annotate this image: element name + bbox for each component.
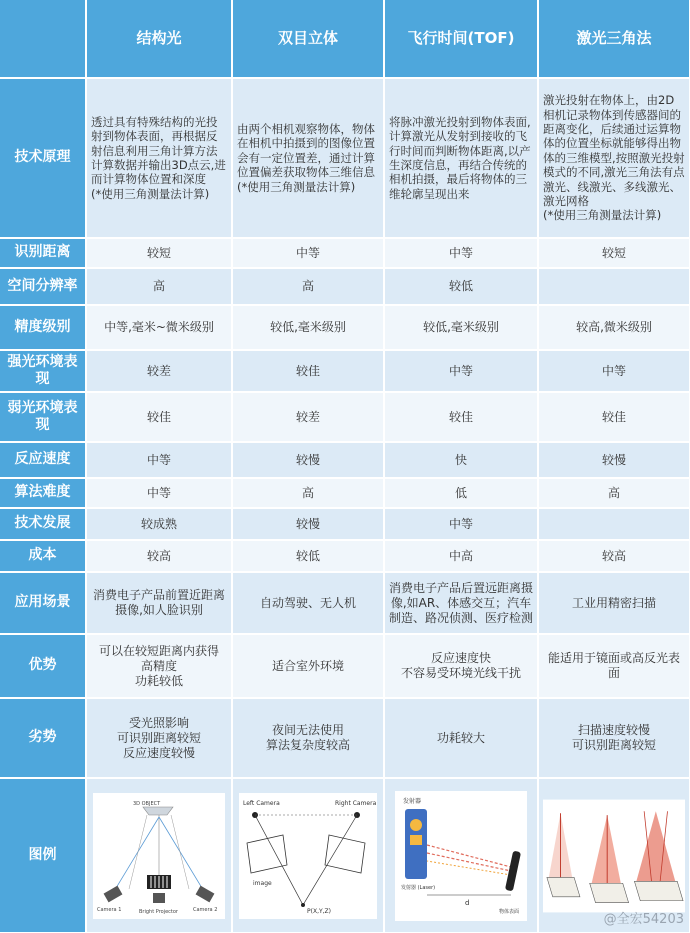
table-cell: 将脉冲激光投射到物体表面,计算激光从发射到接收的飞行时间而判断物体距离,以产生深度信息，再结合传统的相机拍摄，最后将物体的三维轮廓呈现出来 — [385, 79, 537, 237]
diagram-cell — [385, 779, 537, 932]
table-cell: 较佳 — [87, 393, 231, 441]
column-header: 飞行时间(TOF) — [385, 0, 537, 77]
stereo-vision-diagram — [239, 793, 377, 919]
svg-text:物体表面: 物体表面 — [499, 908, 520, 915]
table-cell: 高 — [233, 269, 383, 304]
table-cell: 中等 — [539, 351, 689, 391]
row-label: 成本 — [0, 541, 85, 571]
table-cell: 低 — [385, 479, 537, 507]
table-cell: 消费电子产品前置近距离摄像,如人脸识别 — [87, 573, 231, 633]
table-cell: 自动驾驶、无人机 — [233, 573, 383, 633]
table-cell: 高 — [233, 479, 383, 507]
table-cell: 工业用精密扫描 — [539, 573, 689, 633]
table-cell: 较佳 — [233, 351, 383, 391]
svg-text:Camera 1: Camera 1 — [97, 906, 122, 913]
table-cell: 较慢 — [233, 509, 383, 539]
column-header: 激光三角法 — [539, 0, 689, 77]
diagram-cell — [233, 779, 383, 932]
row-label: 强光环境表现 — [0, 351, 85, 391]
table-cell: 能适用于镜面或高反光表面 — [539, 635, 689, 697]
table-cell: 夜间无法使用 算法复杂度较高 — [233, 699, 383, 777]
table-cell: 受光照影响 可识别距离较短 反应速度较慢 — [87, 699, 231, 777]
table-cell: 较高 — [87, 541, 231, 571]
table-cell: 激光投射在物体上，由2D相机记录物体到传感器间的距离变化，后续通过运算物体的位置坐标就能够得出物体的三维模型,按照激光投射模式的不同,激光三角法有点激光、线激光、多线激光、激光网格 (*使用三角测量法计算) — [539, 79, 689, 237]
row-label: 精度级别 — [0, 306, 85, 349]
table-cell: 由两个相机观察物体，物体在相机中拍摄到的图像位置会有一定位置差，通过计算位置偏差获取物体三维信息 (*使用三角测量法计算) — [233, 79, 383, 237]
corner-header — [0, 0, 85, 77]
svg-text:P(X,Y,Z): P(X,Y,Z) — [307, 907, 331, 915]
svg-text:发射器: 发射器 — [403, 797, 422, 805]
svg-text:发射器 (Laser): 发射器 (Laser) — [401, 884, 436, 891]
table-cell: 中等 — [385, 509, 537, 539]
table-cell: 较低,毫米级别 — [233, 306, 383, 349]
row-label: 算法难度 — [0, 479, 85, 507]
table-cell: 较短 — [87, 239, 231, 267]
tof-diagram — [395, 791, 527, 921]
table-cell: 高 — [539, 479, 689, 507]
table-cell: 中等 — [87, 479, 231, 507]
row-label: 技术发展 — [0, 509, 85, 539]
row-label: 空间分辨率 — [0, 269, 85, 304]
table-cell: 反应速度快 不容易受环境光线干扰 — [385, 635, 537, 697]
table-cell: 消费电子产品后置远距离摄像,如AR、体感交互；汽车制造、路况侦测、医疗检测 — [385, 573, 537, 633]
table-cell: 较佳 — [385, 393, 537, 441]
table-cell: 可以在较短距离内获得 高精度 功耗较低 — [87, 635, 231, 697]
table-cell: 较高,微米级别 — [539, 306, 689, 349]
svg-text:3D OBJECT: 3D OBJECT — [133, 800, 161, 807]
svg-text:Bright Projector: Bright Projector — [139, 908, 178, 915]
table-cell: 中等,毫米~微米级别 — [87, 306, 231, 349]
table-cell: 中等 — [385, 351, 537, 391]
table-cell: 较短 — [539, 239, 689, 267]
svg-text:Camera 2: Camera 2 — [193, 906, 218, 913]
table-cell: 较差 — [233, 393, 383, 441]
table-cell: 中等 — [87, 443, 231, 477]
row-label: 技术原理 — [0, 79, 85, 237]
table-cell: 较低,毫米级别 — [385, 306, 537, 349]
svg-text:Right Camera: Right Camera — [335, 799, 377, 807]
column-header: 结构光 — [87, 0, 231, 77]
svg-text:d: d — [465, 898, 470, 907]
table-cell: 较高 — [539, 541, 689, 571]
row-label: 图例 — [0, 779, 85, 932]
row-label: 弱光环境表现 — [0, 393, 85, 441]
table-cell: 较差 — [87, 351, 231, 391]
table-cell: 较成熟 — [87, 509, 231, 539]
table-cell: 透过具有特殊结构的光投射到物体表面，再根据反射信息利用三角计算方法计算数据并输出3D点云,进而计算物体位置和深度 (*使用三角测量法计算) — [87, 79, 231, 237]
svg-text:image: image — [253, 879, 272, 887]
column-header: 双目立体 — [233, 0, 383, 77]
row-label: 识别距离 — [0, 239, 85, 267]
row-label: 应用场景 — [0, 573, 85, 633]
row-label: 反应速度 — [0, 443, 85, 477]
row-label: 劣势 — [0, 699, 85, 777]
table-cell: 较低 — [385, 269, 537, 304]
diagram-cell — [87, 779, 231, 932]
table-cell: 快 — [385, 443, 537, 477]
table-cell: 中高 — [385, 541, 537, 571]
table-cell: 扫描速度较慢 可识别距离较短 — [539, 699, 689, 777]
table-cell: 中等 — [385, 239, 537, 267]
table-cell: 较低 — [233, 541, 383, 571]
laser-triangulation-diagram — [543, 798, 685, 914]
row-label: 优势 — [0, 635, 85, 697]
table-cell — [539, 509, 689, 539]
structured-light-diagram — [93, 793, 225, 919]
svg-text:Left Camera: Left Camera — [243, 799, 280, 807]
table-cell: 高 — [87, 269, 231, 304]
table-cell: 较慢 — [539, 443, 689, 477]
table-cell: 适合室外环境 — [233, 635, 383, 697]
table-cell: 功耗较大 — [385, 699, 537, 777]
table-cell: 较佳 — [539, 393, 689, 441]
table-cell — [539, 269, 689, 304]
watermark: @全宏54203 — [603, 912, 684, 927]
table-cell: 中等 — [233, 239, 383, 267]
table-cell: 较慢 — [233, 443, 383, 477]
